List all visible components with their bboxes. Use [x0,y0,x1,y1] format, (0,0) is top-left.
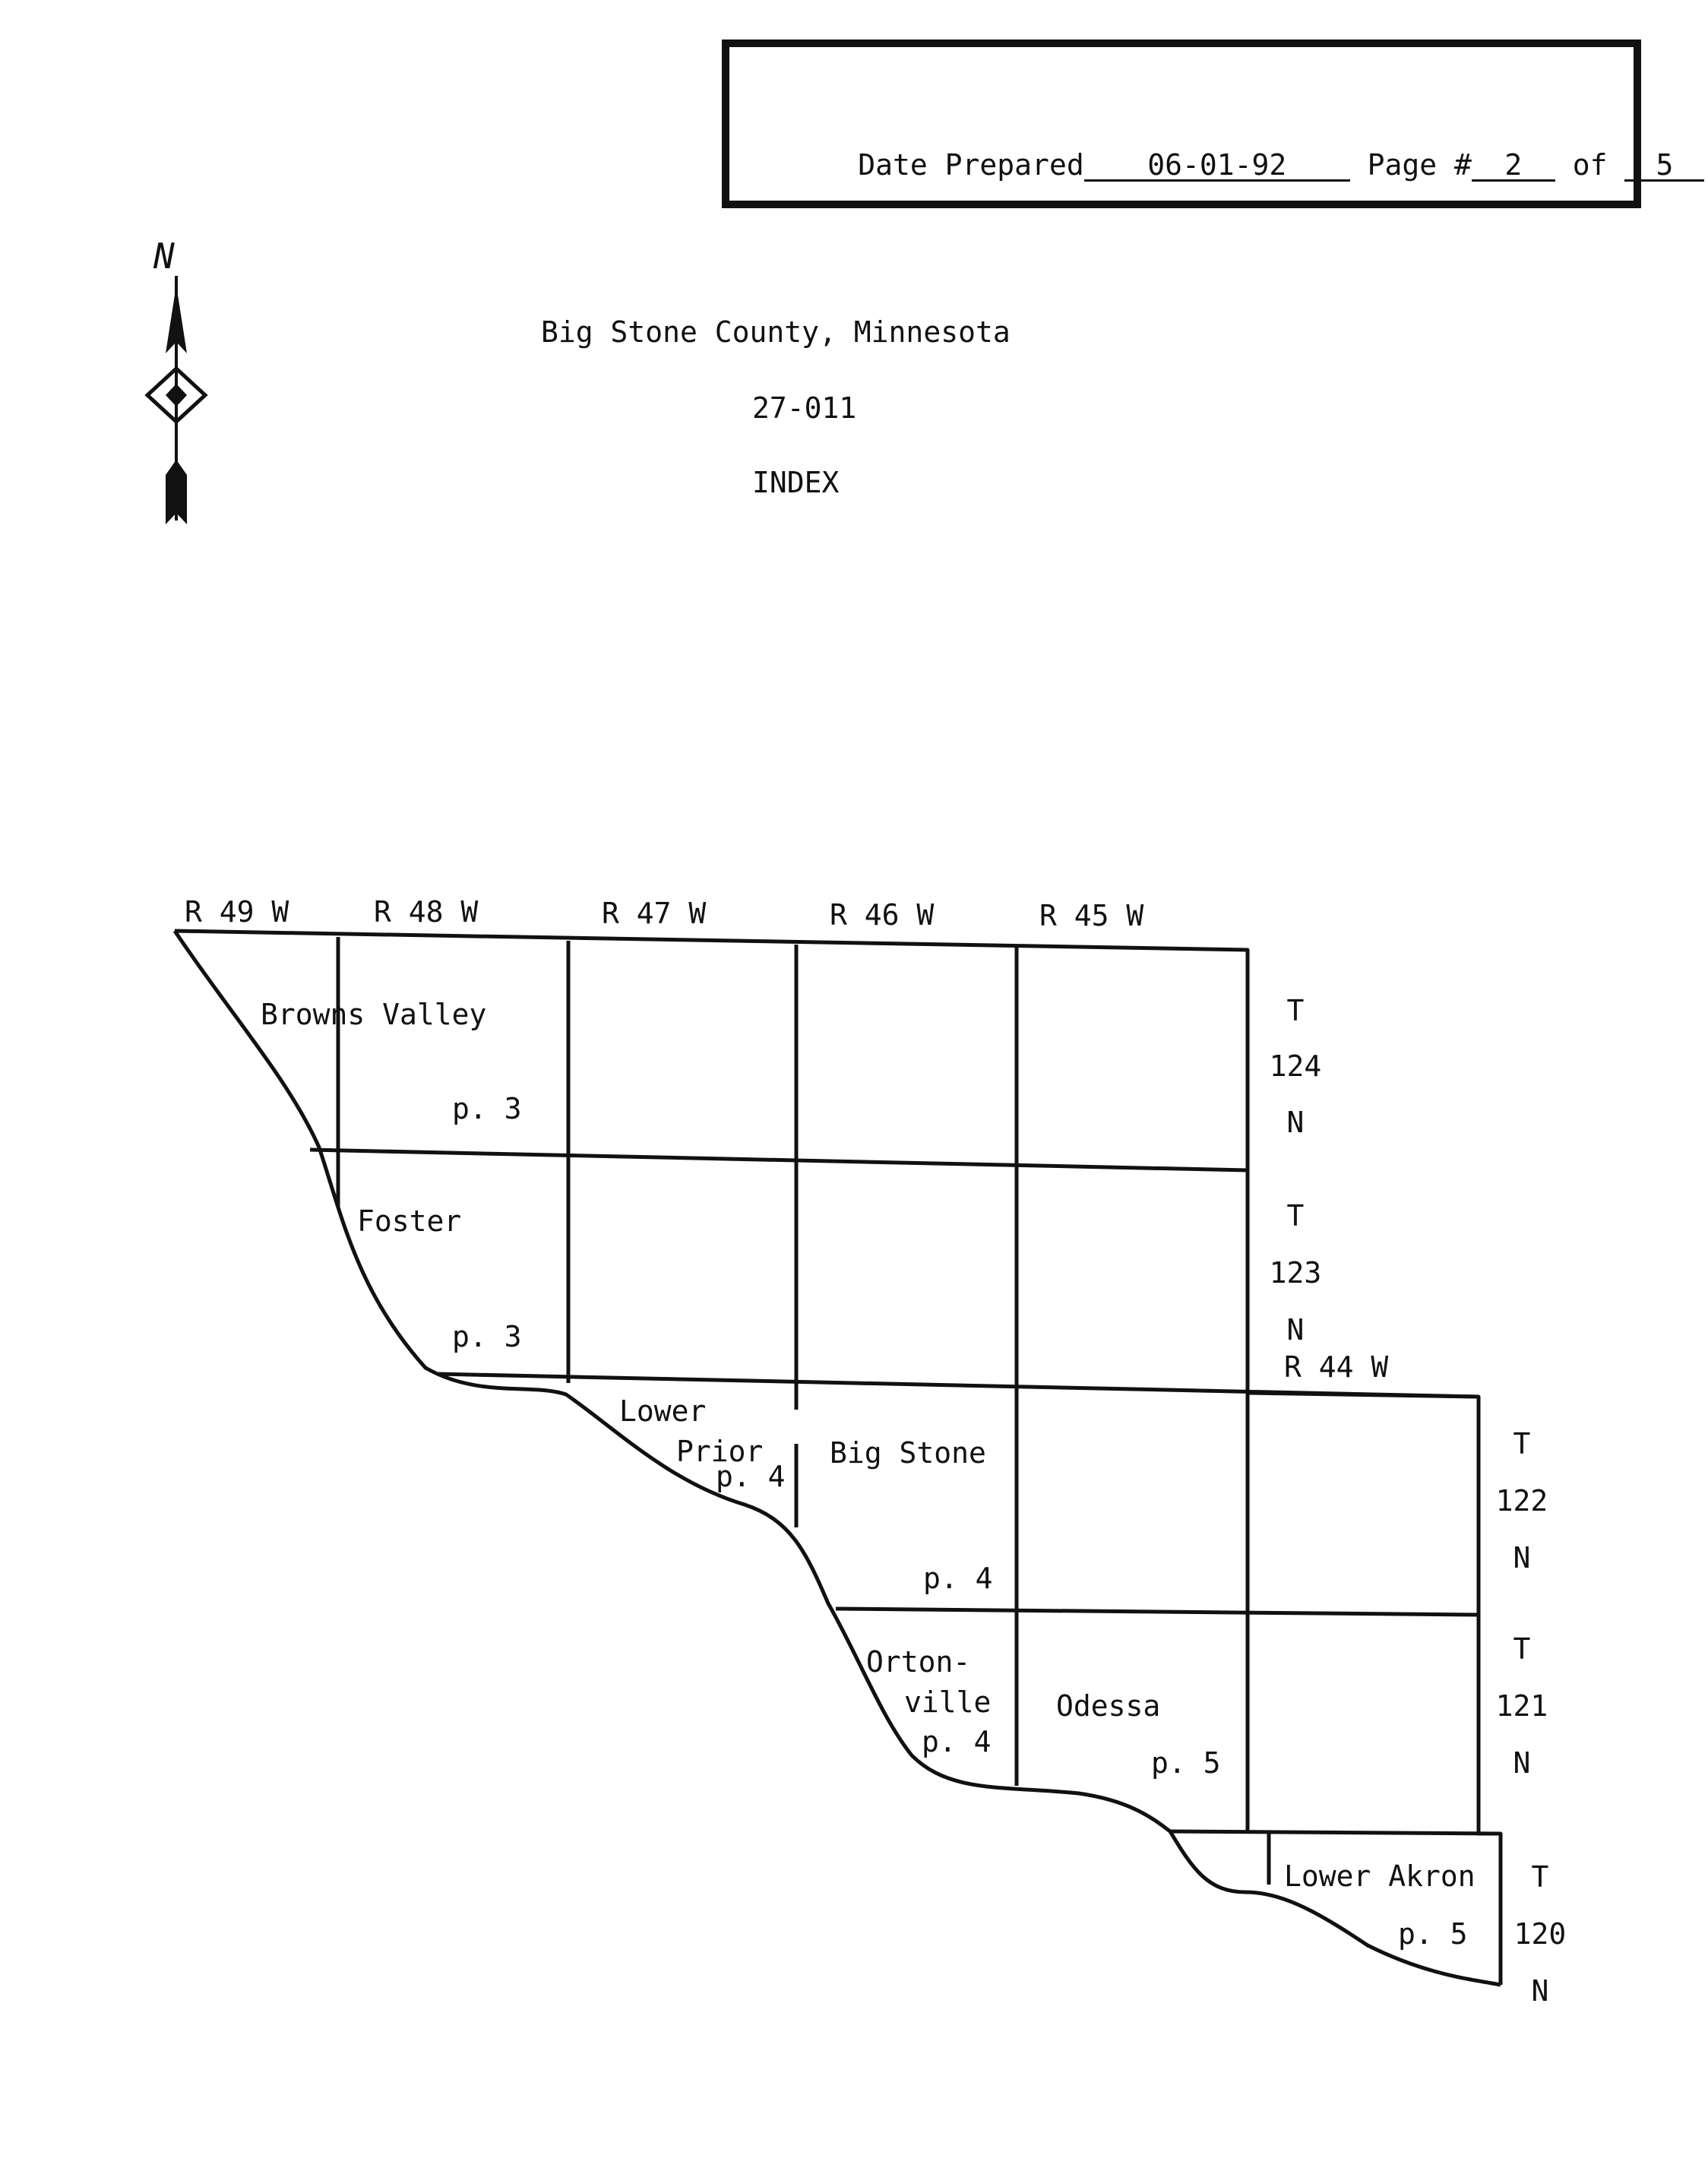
township-label-n: N [1513,1746,1531,1780]
township-label-n: N [1286,1313,1305,1347]
date-prepared-value: 06-01-92 [1084,150,1350,182]
township-label-t: T [1286,1199,1305,1233]
township-label-number: 121 [1495,1689,1548,1723]
township-label-number: 120 [1513,1917,1567,1951]
township-label-number: 122 [1495,1484,1548,1518]
north-label: N [153,236,175,277]
range-label: R 46 W [830,898,935,932]
range-label: R 48 W [374,895,479,929]
township-labels [1270,994,1567,2008]
township-label-n: N [1286,1106,1305,1139]
area-name-lower-akron: Lower Akron [1284,1859,1476,1893]
county-code: 27-011 [752,391,857,425]
range-label: R 49 W [185,895,289,929]
county-title: Big Stone County, Minnesota [541,315,1011,349]
area-page-odessa: p. 5 [1151,1746,1221,1780]
area-page-big-stone: p. 4 [923,1562,993,1595]
area-page-lower-akron: p. 5 [1398,1917,1468,1951]
township-label-number: 123 [1269,1256,1322,1290]
header-line [754,122,1704,210]
header-box [722,40,1674,208]
range-label: R 47 W [602,897,707,930]
area-name-ortonville-1: Orton- [866,1645,971,1679]
index-title: INDEX [752,466,840,499]
area-page-ortonville: p. 4 [922,1725,992,1758]
page-total-value: 5 [1624,150,1704,182]
area-name-ortonville-2: ville [904,1685,992,1719]
township-index-map [0,836,1708,2128]
township-label-n: N [1513,1541,1531,1575]
township-label-number: 124 [1269,1049,1322,1083]
area-name-browns-valley: Browns Valley [261,998,487,1031]
page-number-label: Page # [1367,148,1472,182]
page-of-label: of [1572,148,1608,182]
township-label-t: T [1286,994,1305,1027]
township-label-t: T [1531,1860,1549,1894]
township-label-n: N [1531,1974,1549,2008]
range-labels [185,895,1388,1384]
area-name-odessa: Odessa [1056,1689,1161,1723]
area-page-foster: p. 3 [452,1320,522,1353]
township-line-122-121 [836,1609,1479,1615]
township-label-t: T [1513,1427,1531,1461]
range-label: R 45 W [1039,899,1144,932]
area-page-lower-prior: p. 4 [716,1460,786,1493]
page-number-value: 2 [1472,150,1555,182]
area-page-browns-valley: p. 3 [452,1092,522,1125]
date-prepared-label: Date Prepared [858,148,1084,182]
area-name-foster: Foster [357,1204,462,1238]
area-name-lower-prior-1: Lower [619,1394,707,1428]
area-labels [261,998,1476,1951]
township-label-t: T [1513,1632,1531,1666]
area-name-lower-prior-2: Prior [676,1435,764,1468]
area-name-big-stone: Big Stone [830,1436,986,1470]
township-line-124-123 [310,1150,1248,1170]
range-label: R 44 W [1284,1350,1389,1384]
township-line-121-120 [1170,1831,1501,1834]
north-arrow-icon [129,232,236,536]
